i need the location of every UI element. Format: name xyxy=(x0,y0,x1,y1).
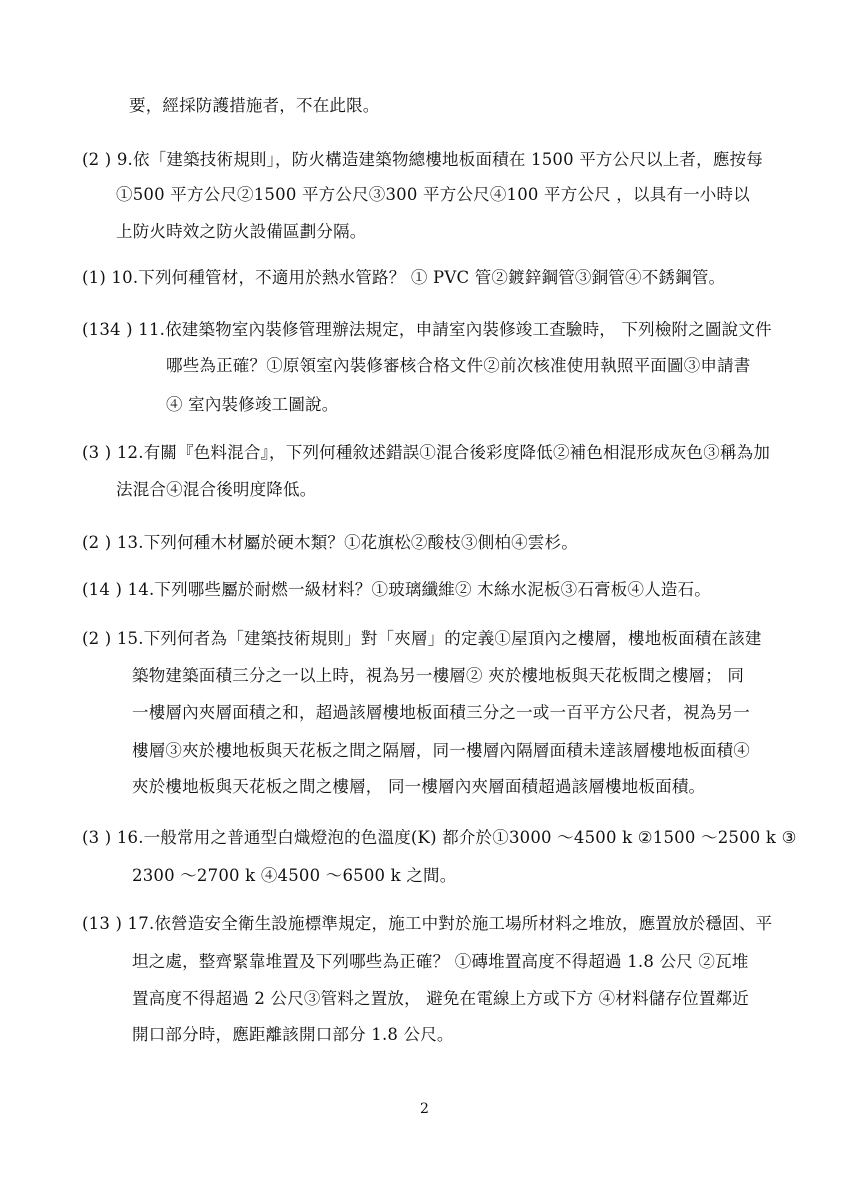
text-line-q17-cont2: 置高度不得超過 2 公尺③管料之置放， 避免在電線上方或下方 ④材料儲存位置鄰近 xyxy=(132,989,749,1008)
text-line-q13: (2 ) 13.下列何種木材屬於硬木類？①花旗松②酸枝③側柏④雲杉。 xyxy=(82,533,578,552)
text-line-q17: (13 ) 17.依營造安全衛生設施標準規定，施工中對於施工場所材料之堆放，應置放於穩固、平 xyxy=(82,914,773,933)
text-line-q9: (2 ) 9.依「建築技術規則」，防火構造建築物總樓地板面積在 1500 平方公尺以上者，應按每 xyxy=(82,150,763,169)
text-line-q16: (3 ) 16.一般常用之普通型白熾燈泡的色溫度(K) 都介於①3000 ～4500 k ②1500 ～2500 k ③ xyxy=(82,828,797,847)
text-line-q11: (134 ) 11.依建築物室內裝修管理辦法規定，申請室內裝修竣工查驗時， 下列檢附之圖說文件 xyxy=(82,320,772,339)
text-line-q15-cont4: 夾於樓地板與天花板之間之樓層， 同一樓層內夾層面積超過該層樓地板面積。 xyxy=(132,777,706,796)
text-line-q11-cont2: ④ 室內裝修竣工圖說。 xyxy=(166,395,339,414)
text-line-q12-cont: 法混合④混合後明度降低。 xyxy=(116,480,317,499)
text-line-q17-cont3: 開口部分時，應距離該開口部分 1.8 公尺。 xyxy=(132,1025,454,1044)
text-line-q15-cont2: 一樓層內夾層面積之和，超過該層樓地板面積三分之一或一百平方公尺者，視為另一 xyxy=(132,703,750,722)
text-line-q16-cont: 2300 ～2700 k ④4500 ～6500 k 之間。 xyxy=(132,866,457,885)
text-line-q9-cont2: 上防火時效之防火設備區劃分隔。 xyxy=(116,222,367,241)
text-line-q15: (2 ) 15.下列何者為「建築技術規則」對「夾層」的定義①屋頂內之樓層，樓地板面積在該建 xyxy=(82,629,762,648)
text-line-q8-cont: 要，經採防護措施者，不在此限。 xyxy=(129,96,380,115)
text-line-q17-cont1: 坦之處，整齊緊靠堆置及下列哪些為正確？ ①磚堆置高度不得超過 1.8 公尺 ②瓦堆 xyxy=(132,952,749,971)
text-line-q10: (1) 10.下列何種管材，不適用於熱水管路？ ① PVC 管②鍍鋅鋼管③銅管④不銹鋼管。 xyxy=(82,268,726,287)
text-line-q15-cont1: 築物建築面積三分之一以上時，視為另一樓層② 夾於樓地板與天花板間之樓層； 同 xyxy=(132,666,745,685)
text-line-q12: (3 ) 12.有關『色料混合』，下列何種敘述錯誤①混合後彩度降低②補色相混形成灰色③稱為加 xyxy=(82,443,771,462)
text-line-q14: (14 ) 14.下列哪些屬於耐燃一級材料？①玻璃纖維② 木絲水泥板③石膏板④人造石。 xyxy=(82,580,711,599)
text-line-q9-cont1: ①500 平方公尺②1500 平方公尺③300 平方公尺④100 平方公尺 ，以具有一小時以 xyxy=(116,185,750,204)
page-number: 2 xyxy=(420,1101,429,1117)
text-line-q11-cont1: 哪些為正確？①原領室內裝修審核合格文件②前次核准使用執照平面圖③申請書 xyxy=(166,356,751,375)
text-line-q15-cont3: 樓層③夾於樓地板與天花板之間之隔層，同一樓層內隔層面積未達該層樓地板面積④ xyxy=(132,741,750,760)
